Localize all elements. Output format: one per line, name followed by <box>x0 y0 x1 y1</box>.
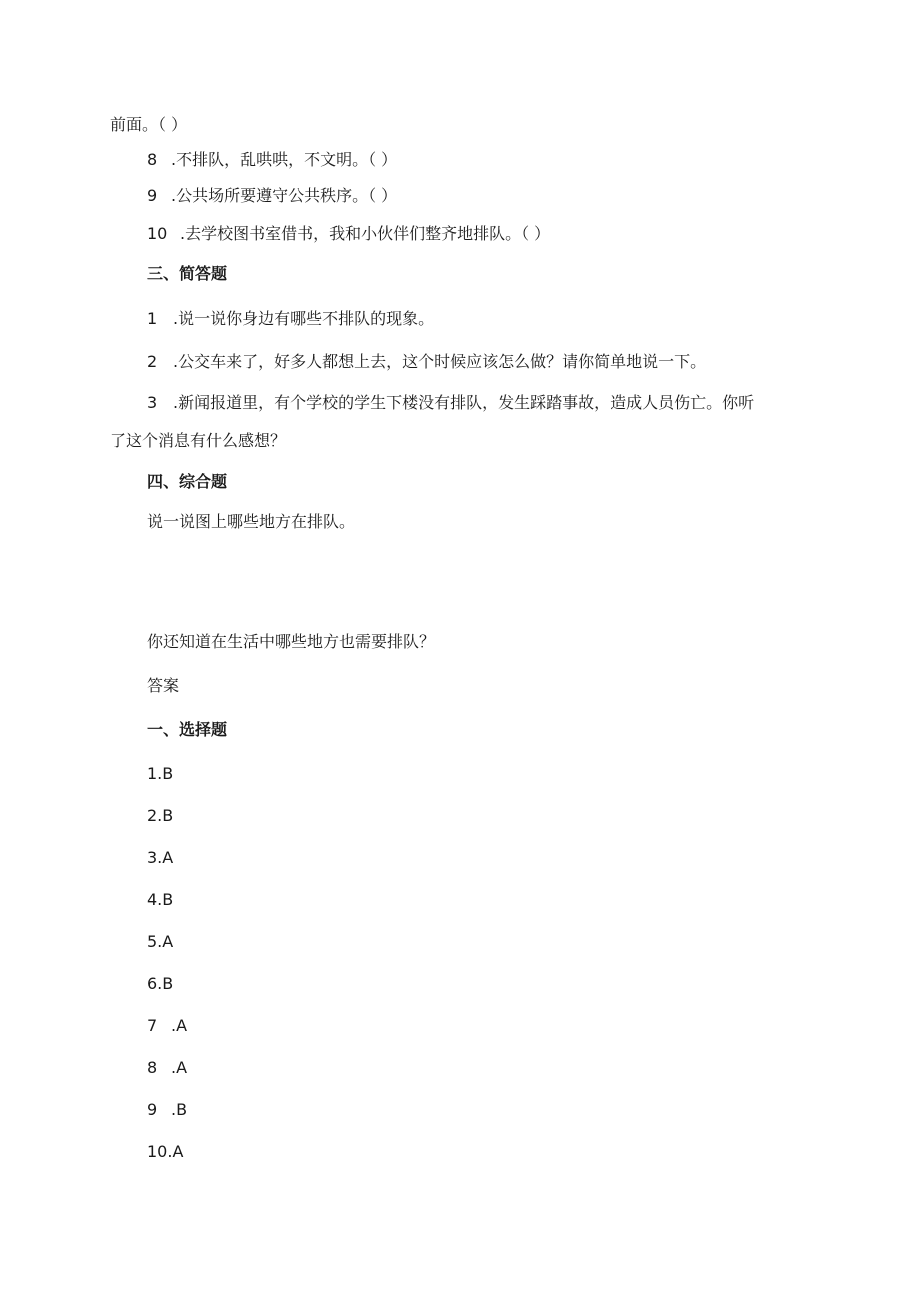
question-number: 3 <box>147 393 158 412</box>
question-number: 9 <box>147 186 158 205</box>
answer-item: 2.B <box>147 806 174 825</box>
comprehensive-prompt-2: 你还知道在生活中哪些地方也需要排队？ <box>147 632 436 651</box>
answer-item: 6.B <box>147 974 174 993</box>
answer-item: 5.A <box>147 932 174 951</box>
section-4-heading: 四、综合题 <box>147 472 228 491</box>
question-text: .新闻报道里，有个学校的学生下楼没有排队，发生踩踏事故，造成人员伤亡。你听 <box>173 393 755 412</box>
answer-item <box>147 1058 187 1078</box>
comprehensive-prompt-1: 说一说图上哪些地方在排队。 <box>147 512 356 531</box>
question-number: 10 <box>147 224 168 243</box>
question-text: .公交车来了，好多人都想上去，这个时候应该怎么做？请你简单地说一下。 <box>173 352 707 371</box>
question-7-continuation: 前面。（ ） <box>110 115 188 134</box>
answer-item: 1.B <box>147 764 174 783</box>
answer-text: .A <box>171 1016 188 1035</box>
short-answer-3 <box>147 393 754 413</box>
answer-text: .B <box>171 1100 188 1119</box>
question-text: .不排队，乱哄哄，不文明。（ ） <box>171 150 398 169</box>
answer-item <box>147 1016 187 1036</box>
answers-title: 答案 <box>147 676 180 695</box>
answers-section-1-heading: 一、选择题 <box>147 720 228 739</box>
answer-item: 3.A <box>147 848 174 867</box>
question-number: 2 <box>147 352 158 371</box>
answer-item <box>147 1100 187 1120</box>
answer-item: 4.B <box>147 890 174 909</box>
short-answer-1 <box>147 309 434 329</box>
question-number: 1 <box>147 309 158 328</box>
question-text: .去学校图书室借书，我和小伙伴们整齐地排队。（ ） <box>180 224 551 243</box>
question-8 <box>147 150 397 170</box>
short-answer-3-continuation: 了这个消息有什么感想？ <box>110 431 287 450</box>
answer-item: 10.A <box>147 1142 184 1161</box>
answer-number: 8 <box>147 1058 158 1077</box>
short-answer-2 <box>147 352 706 372</box>
question-text: .说一说你身边有哪些不排队的现象。 <box>173 309 435 328</box>
question-10 <box>147 224 550 244</box>
question-9 <box>147 186 397 206</box>
answer-text: .A <box>171 1058 188 1077</box>
answer-number: 9 <box>147 1100 158 1119</box>
question-text: .公共场所要遵守公共秩序。（ ） <box>171 186 398 205</box>
answer-number: 7 <box>147 1016 158 1035</box>
section-3-heading: 三、简答题 <box>147 264 228 283</box>
question-number: 8 <box>147 150 158 169</box>
